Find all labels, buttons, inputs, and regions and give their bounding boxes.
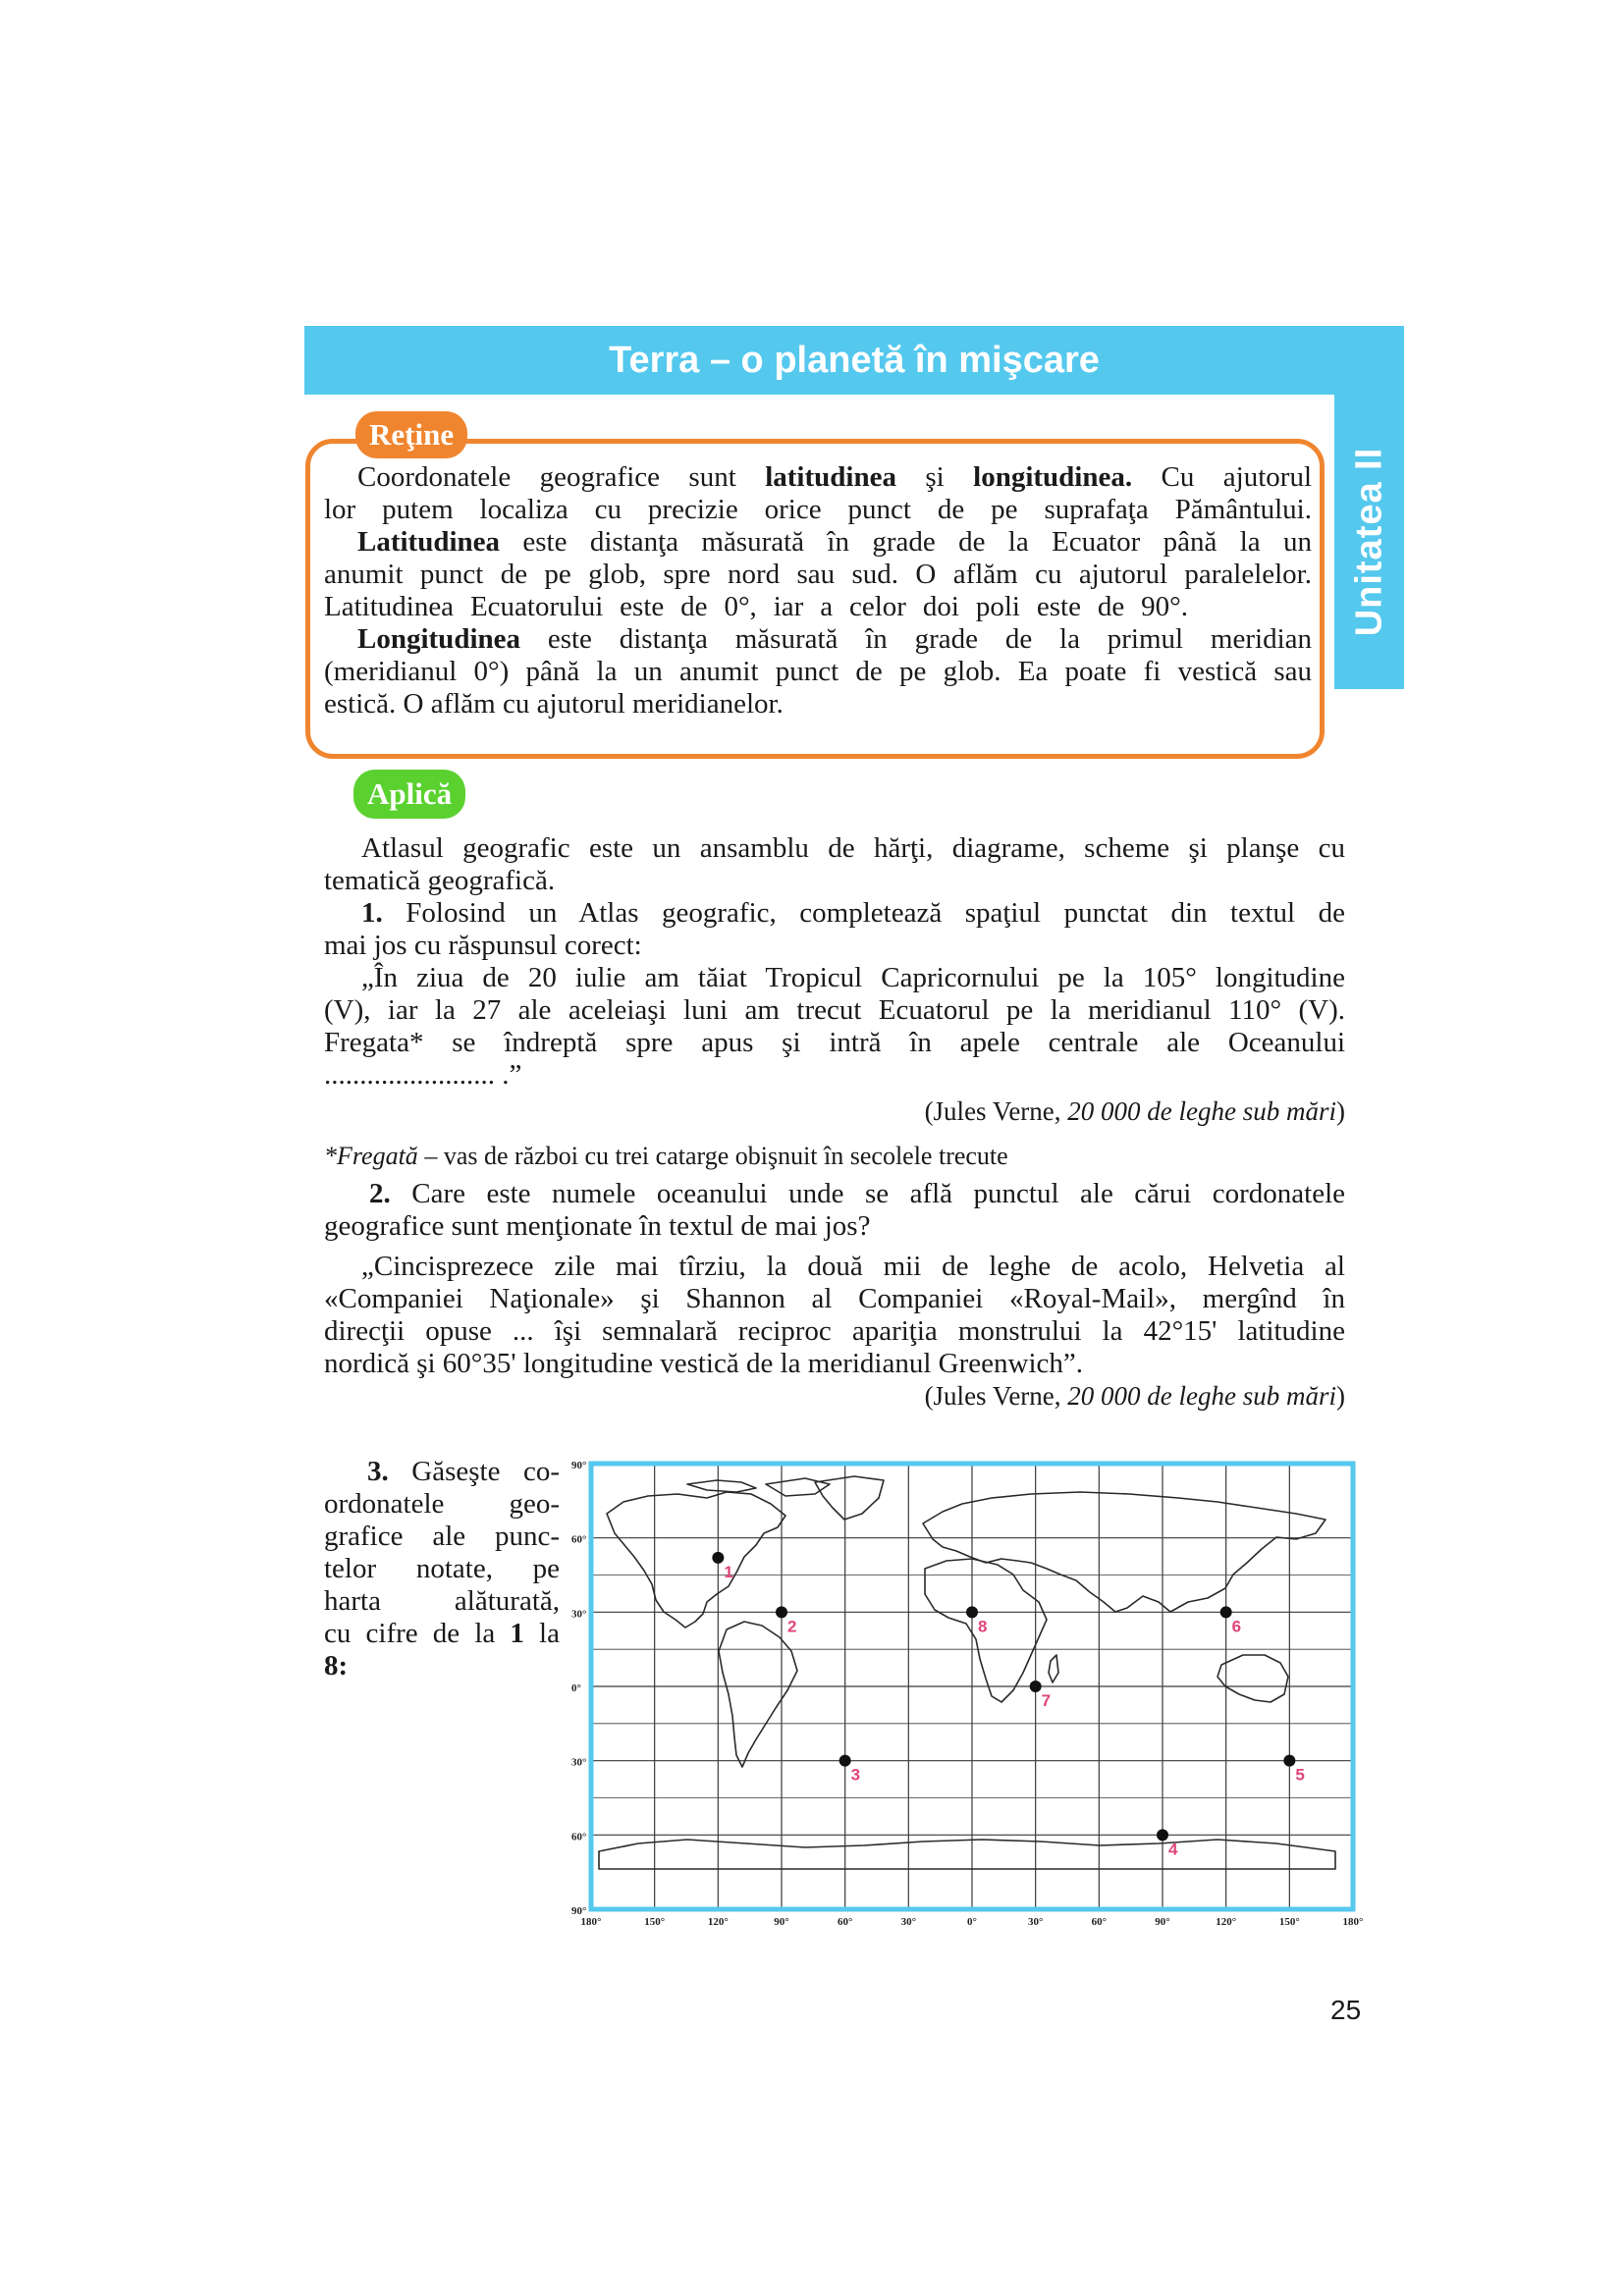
map-point-label: 4 [1168, 1840, 1178, 1859]
text-run: este distanţa măsurată în grade de la Ecuator până la un [500, 526, 1312, 558]
unit-tab-label: Unitatea II [1348, 447, 1389, 637]
text-run: cu cifre de la [324, 1618, 511, 1649]
quote-line: „În ziua de 20 iulie am tăiat Tropicul Capricornului pe la 105° longitudine [361, 962, 1345, 993]
map-point-label: 2 [787, 1617, 797, 1636]
madagascar-outline [1049, 1655, 1058, 1682]
q3-line [324, 1456, 560, 1488]
question-number: 2. [369, 1178, 391, 1209]
latitude-label: 0° [571, 1682, 581, 1694]
text-run: ) [1336, 1096, 1345, 1126]
latitude-label: 60° [571, 1533, 587, 1546]
text-run: Care este numele oceanului unde se află punctul ale cărui cordonatele [390, 1178, 1345, 1209]
q3-line: ordonatele geo- [324, 1488, 560, 1520]
map-point-8 [966, 1606, 978, 1618]
book-title: 20 000 de leghe sub mări [1067, 1096, 1336, 1126]
book-title: 20 000 de leghe sub mări [1067, 1381, 1336, 1411]
q3-line: grafice ale punc- [324, 1521, 560, 1552]
latitude-label: 30° [571, 1756, 587, 1769]
longitude-label: 90° [1155, 1916, 1170, 1928]
text-run: ) [1336, 1381, 1345, 1411]
q3-line [324, 1618, 560, 1650]
map-points [712, 1552, 1304, 1858]
latitude-label: 60° [571, 1831, 587, 1843]
question-2 [324, 1178, 1345, 1210]
text-run: (Jules Verne, [924, 1381, 1068, 1411]
south-america-outline [719, 1622, 797, 1767]
q3-line [324, 1650, 560, 1682]
longitude-label: 0° [967, 1916, 977, 1928]
europe-asia-outline [923, 1492, 1325, 1612]
map-point-3 [839, 1755, 851, 1767]
north-america-outline [607, 1492, 785, 1628]
australia-outline [1217, 1655, 1288, 1702]
question-number: 3. [367, 1456, 389, 1487]
text-run: Folosind un Atlas geografic, completează spaţiul punctat din textul de [382, 897, 1345, 929]
longitude-labels [581, 1916, 1364, 1928]
map-point-label: 7 [1041, 1691, 1052, 1710]
map-grid [591, 1464, 1353, 1909]
question-3 [324, 1456, 560, 1682]
longitude-label: 60° [837, 1916, 853, 1928]
text-run: la [523, 1618, 560, 1649]
term-latitude: latitudinea [765, 461, 896, 493]
quote-line: (V), iar la 27 ale aceleiaşi luni am trecut Ecuatorul pe la meridianul 110° (V). [324, 994, 1345, 1026]
latitude-label: 90° [571, 1905, 587, 1917]
text-run: (Jules Verne, [924, 1096, 1068, 1126]
map-point-label: 8 [978, 1617, 988, 1636]
map-point-7 [1030, 1681, 1042, 1692]
question-line: mai jos cu răspunsul corect: [324, 930, 642, 961]
footnote-term: *Fregată [324, 1142, 418, 1170]
longitude-label: 90° [774, 1916, 789, 1928]
latitude-label: 90° [571, 1460, 587, 1471]
quote-source [324, 1380, 1345, 1413]
page-number: 25 [1330, 1995, 1362, 2025]
retine-line [324, 526, 1312, 559]
intro-line: Atlasul geografic este un ansamblu de hărţi, diagrame, scheme şi planşe cu [361, 832, 1345, 864]
quote-source [324, 1095, 1345, 1128]
text-run: Cu ajutorul [1132, 461, 1312, 493]
longitude-label: 120° [707, 1916, 729, 1928]
map-point-1 [712, 1552, 724, 1564]
retine-line: lor putem localiza cu precizie orice punct de pe suprafaţa Pământului. [324, 494, 1312, 525]
quote-line: nordică şi 60°35' longitudine vestică de la meridianul Greenwich”. [324, 1348, 1084, 1379]
map-point-label: 5 [1295, 1765, 1305, 1785]
map-point-label: 3 [850, 1765, 861, 1785]
q3-line: telor notate, pe [324, 1553, 560, 1584]
retine-line: (meridianul 0°) până la un anumit punct de pe glob. Ea poate fi vestică sau [324, 656, 1312, 687]
arctic-islands-outline [687, 1478, 830, 1496]
text-run: Coordonatele geografice sunt [357, 461, 766, 493]
retine-line [324, 623, 1312, 656]
map-point-2 [776, 1606, 787, 1618]
footnote [324, 1140, 1345, 1172]
antarctica-outline [599, 1840, 1335, 1869]
retine-text [324, 461, 1312, 721]
text-run: este distanţa măsurată în grade de la primul meridian [520, 623, 1312, 655]
retine-line: estică. O aflăm cu ajutorul meridianelor. [324, 688, 784, 720]
longitude-label: 30° [900, 1916, 917, 1928]
aplica-text [324, 832, 1345, 1413]
term-latitude: Latitudinea [357, 526, 501, 558]
longitude-label: 30° [1027, 1916, 1044, 1928]
quote-line: direcţii opuse ... îşi semnalară reciproc apariţia monstrului la 42°15' latitudine [324, 1315, 1345, 1347]
text-run: 1 [510, 1618, 524, 1649]
longitude-label: 60° [1091, 1916, 1108, 1928]
continent-outlines [599, 1476, 1335, 1869]
title-bar [304, 326, 1404, 395]
latitude-labels [571, 1460, 586, 1917]
quote-line: Fregata* se îndreptă spre apus şi intră în apele centrale ale Oceanului [324, 1027, 1345, 1058]
map-point-4 [1157, 1829, 1168, 1841]
question-1 [324, 897, 1345, 930]
longitude-label: 150° [644, 1916, 666, 1928]
retine-badge: Reţine [355, 411, 467, 458]
map-point-label: 6 [1231, 1617, 1242, 1636]
longitude-label: 150° [1278, 1916, 1300, 1928]
quote-answer-blank: ........................ .” [324, 1059, 522, 1091]
retine-line: anumit punct de pe glob, spre nord sau sud. O aflăm cu ajutorul paralelelor. [324, 559, 1312, 590]
map-point-5 [1283, 1755, 1295, 1767]
page-title: Terra – o planetă în mişcare [609, 340, 1100, 381]
term-longitude: longitudinea. [973, 461, 1133, 493]
world-map [569, 1455, 1365, 1931]
question-number: 1. [361, 897, 383, 929]
quote-line: „Cincisprezece zile mai tîrziu, la două mii de leghe de acolo, Helvetia al [361, 1251, 1345, 1282]
latitude-label: 30° [571, 1608, 587, 1621]
unit-tab [1334, 395, 1404, 689]
text-run: – vas de război cu trei catarge obişnuit în secolele trecute [417, 1142, 1008, 1170]
quote-line: «Companiei Naţionale» şi Shannon al Companiei «Royal-Mail», mergînd în [324, 1283, 1345, 1314]
question-line: geografice sunt menţionate în textul de mai jos? [324, 1210, 871, 1242]
aplica-badge: Aplică [353, 770, 465, 819]
text-run: şi [895, 461, 974, 493]
longitude-label: 120° [1216, 1916, 1237, 1928]
retine-line [324, 461, 1312, 494]
text-run: 8: [324, 1650, 349, 1682]
longitude-label: 180° [1342, 1916, 1364, 1928]
longitude-label: 180° [580, 1916, 602, 1928]
retine-line: Latitudinea Ecuatorului este de 0°, iar a celor doi poli este de 90°. [324, 591, 1188, 622]
term-longitude: Longitudinea [357, 623, 520, 655]
text-run: Găseşte co- [388, 1456, 560, 1487]
intro-line: tematică geografică. [324, 865, 556, 896]
q3-line: harta alăturată, [324, 1585, 560, 1617]
map-point-6 [1220, 1606, 1232, 1618]
map-point-label: 1 [724, 1562, 733, 1581]
